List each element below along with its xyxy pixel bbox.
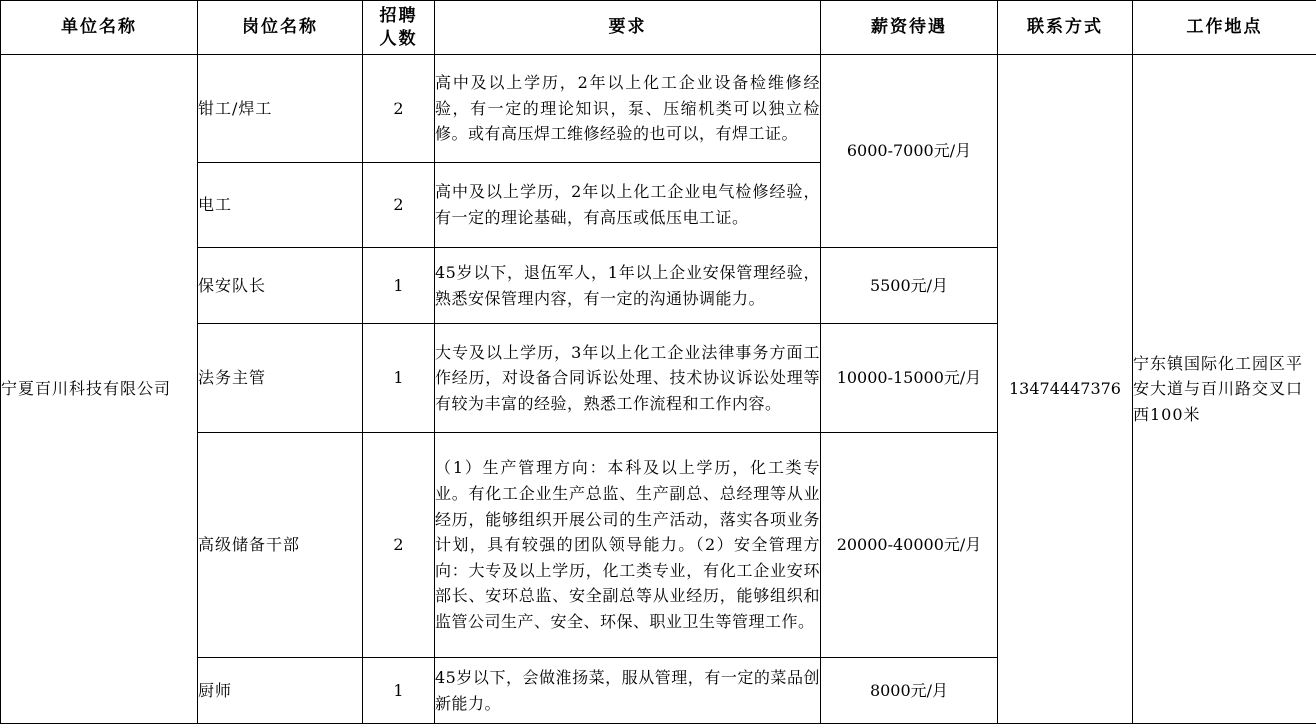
- requirements-text: 45岁以下，退伍军人，1年以上企业安保管理经验，熟悉安保管理内容，有一定的沟通协调能力。: [435, 248, 821, 324]
- hire-count: 2: [363, 163, 435, 248]
- position-name: 高级储备干部: [198, 433, 363, 658]
- requirements-text: 高中及以上学历，2年以上化工企业电气检修经验，有一定的理论基础，有高压或低压电工证。: [435, 163, 821, 248]
- salary-value: 8000元/月: [821, 658, 998, 724]
- requirements-text: 高中及以上学历，2年以上化工企业设备检维修经验，有一定的理论知识，泵、压缩机类可以独立检修。或有高压焊工维修经验的也可以，有焊工证。: [435, 55, 821, 163]
- table-row: [1, 55, 1316, 163]
- header-company: 单位名称: [1, 1, 198, 55]
- requirements-text: 45岁以下，会做淮扬菜，服从管理，有一定的菜品创新能力。: [435, 658, 821, 724]
- salary-value: 5500元/月: [821, 248, 998, 324]
- hire-count: 1: [363, 658, 435, 724]
- hire-count: 1: [363, 248, 435, 324]
- header-count-line1: 招聘: [379, 5, 418, 26]
- hire-count: 2: [363, 433, 435, 658]
- position-name: 厨师: [198, 658, 363, 724]
- work-location: 宁东镇国际化工园区平安大道与百川路交叉口西100米: [1133, 55, 1316, 724]
- header-row: [1, 1, 1316, 55]
- header-location: 工作地点: [1133, 1, 1316, 55]
- contact-phone: 13474447376: [998, 55, 1133, 724]
- header-contact: 联系方式: [998, 1, 1133, 55]
- header-position: 岗位名称: [198, 1, 363, 55]
- company-name: 宁夏百川科技有限公司: [1, 55, 198, 724]
- header-count: [363, 1, 435, 55]
- salary-value: 10000-15000元/月: [821, 324, 998, 433]
- position-name: 电工: [198, 163, 363, 248]
- salary-value: 6000-7000元/月: [821, 55, 998, 248]
- requirements-text: 大专及以上学历，3年以上化工企业法律事务方面工作经历，对设备合同诉讼处理、技术协议诉讼处理等有较为丰富的经验，熟悉工作流程和工作内容。: [435, 324, 821, 433]
- position-name: 钳工/焊工: [198, 55, 363, 163]
- hire-count: 1: [363, 324, 435, 433]
- header-requirements: 要求: [435, 1, 821, 55]
- header-salary: 薪资待遇: [821, 1, 998, 55]
- hire-count: 2: [363, 55, 435, 163]
- salary-value: 20000-40000元/月: [821, 433, 998, 658]
- requirements-text: （1）生产管理方向：本科及以上学历，化工类专业。有化工企业生产总监、生产副总、总经理等从业经历，能够组织开展公司的生产活动，落实各项业务计划，具有较强的团队领导能力。（2）安全管理方向：大专及以上学历，化工类专业，有化工企业安环部长、安环总监、安全副总等从业经历，能够组织和监管公司生产、安全、环保、职业卫生等管理工作。: [435, 433, 821, 658]
- header-count-line2: 人数: [379, 28, 418, 49]
- position-name: 法务主管: [198, 324, 363, 433]
- position-name: 保安队长: [198, 248, 363, 324]
